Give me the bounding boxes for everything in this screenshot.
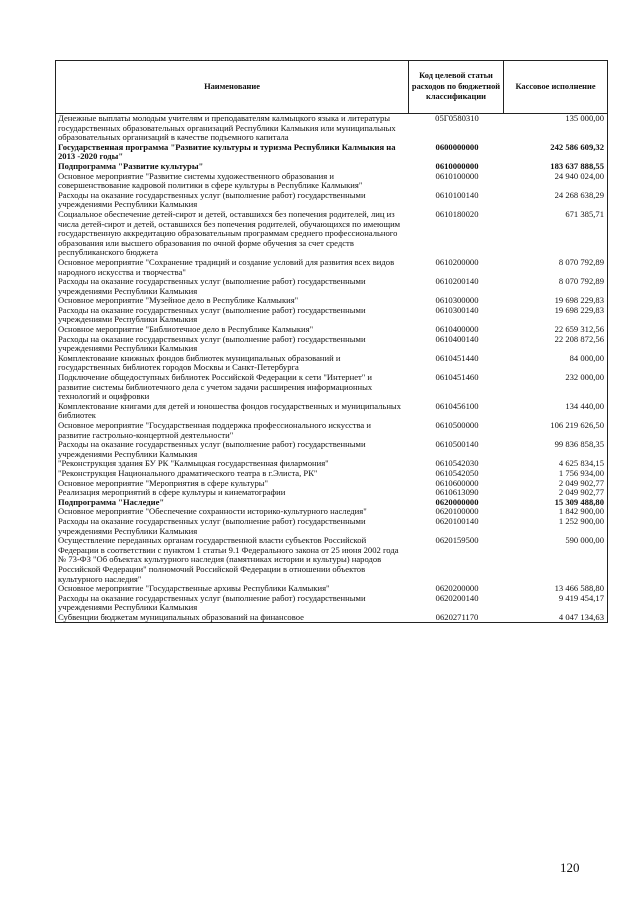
row-code: 0610200000	[435, 256, 479, 267]
row-name: "Реконструкция Национального драматического театра в г.Элиста, РК"	[56, 469, 409, 479]
table-row	[56, 210, 608, 258]
row-name: Подключение общедоступных библиотек Российской Федерации к сети "Интернет" и развитие системы библиотечного дела с учетом задачи расширения информационных технологий и оцифровки	[56, 373, 409, 402]
row-code: 0610180020	[435, 208, 479, 219]
row-name: Основное мероприятие "Развитие системы художественного образования и совершенствование кадровой политики в сфере культуры в Республике Калмыкия"	[56, 172, 409, 191]
row-code: 0610600000	[435, 477, 479, 488]
row-name: Осуществление переданных органам государственной власти субъектов Российской Федерации в соответствии с пунктом 1 статьи 9.1 Федерального закона от 25 июня 2002 года № 73-ФЗ "Об объектах культурного наследия (памятниках истории и культуры) народов Российской Федерации" полномочий Российской Федерации в отношении объектов культурного наследия"	[56, 536, 409, 584]
row-name: Подпрограмма "Наследие"	[56, 498, 409, 508]
row-name: Подпрограмма "Развитие культуры"	[56, 162, 409, 172]
row-amount: 134 440,00	[504, 402, 608, 421]
row-name: Расходы на оказание государственных услуг (выполнение работ) государственными учреждениями Республики Калмыкия	[56, 306, 409, 325]
row-code: 0620100000	[435, 506, 479, 517]
row-amount: 4 625 834,15	[504, 459, 608, 469]
table-header	[56, 61, 608, 114]
table-row	[56, 143, 608, 162]
row-amount: 242 586 609,32	[504, 143, 608, 162]
row-amount: 135 000,00	[504, 114, 608, 143]
table-row	[56, 335, 608, 354]
row-code: 0610300140	[435, 304, 479, 315]
row-amount: 8 070 792,89	[504, 277, 608, 296]
table-row	[56, 306, 608, 325]
header-amount: Кассовое исполнение	[504, 61, 608, 114]
row-amount: 84 000,00	[504, 354, 608, 373]
row-name: Основное мероприятие "Музейное дело в Республике Калмыкия"	[56, 296, 409, 306]
row-name: Расходы на оказание государственных услуг (выполнение работ) государственными учреждениями Республики Калмыкия	[56, 277, 409, 296]
row-code: 0620271170	[409, 613, 504, 623]
table-row	[56, 172, 608, 191]
row-code: 0610400000	[435, 324, 479, 335]
row-amount: 2 049 902,77	[504, 488, 608, 498]
row-amount: 19 698 229,83	[504, 296, 608, 306]
row-code: 0620100140	[435, 515, 479, 526]
row-amount: 590 000,00	[504, 536, 608, 584]
budget-table	[55, 60, 608, 623]
row-name: Основное мероприятие "Государственная поддержка профессионального искусства и развитие гастрольно-концертной деятельности"	[56, 421, 409, 440]
row-amount: 19 698 229,83	[504, 306, 608, 325]
table-row	[56, 536, 608, 584]
table-row	[56, 440, 608, 459]
row-name: Основное мероприятие "Обеспечение сохранности историко-культурного наследия"	[56, 507, 409, 517]
row-name: Основное мероприятие "Государственные архивы Республики Калмыкия"	[56, 584, 409, 594]
page-number: 120	[560, 860, 580, 875]
header-code: Код целевой статьи расходов по бюджетной классификации	[409, 61, 504, 114]
row-code: 0610451460	[435, 372, 479, 383]
row-code: 0610200140	[435, 276, 479, 287]
row-name: Денежные выплаты молодым учителям и преподавателям калмыцкого языка и литературы государственных образовательных организаций Республики Калмыкия или муниципальных образовательных организаций в качестве подъемного капитала	[56, 114, 409, 143]
table-row	[56, 277, 608, 296]
row-code: 0610000000	[435, 160, 479, 171]
row-code: 0620159500	[435, 535, 479, 546]
row-code: 0610613090	[435, 487, 479, 498]
row-name: "Реконструкция здания БУ РК "Калмыцкая государственная филармония"	[56, 459, 409, 469]
row-amount: 22 208 872,56	[504, 335, 608, 354]
row-name: Основное мероприятие "Библиотечное дело в Республике Калмыкия"	[56, 325, 409, 335]
row-name: Комплектование книгами для детей и юношества фондов государственных и муниципальных библиотек	[56, 402, 409, 421]
table-body	[56, 114, 608, 623]
row-amount: 671 385,71	[504, 210, 608, 258]
row-name: Расходы на оказание государственных услуг (выполнение работ) государственными учреждениями Республики Калмыкия	[56, 594, 409, 613]
table-row	[56, 421, 608, 440]
row-code: 0610542050	[435, 467, 479, 478]
row-code: 0610451440	[435, 352, 479, 363]
row-code: 0620000000	[435, 496, 479, 507]
row-name: Расходы на оказание государственных услуг (выполнение работ) государственными учреждениями Республики Калмыкия	[56, 191, 409, 210]
row-amount: 99 836 858,35	[504, 440, 608, 459]
table-row	[56, 402, 608, 421]
row-amount: 232 000,00	[504, 373, 608, 402]
row-amount: 24 268 638,29	[504, 191, 608, 210]
table-row	[56, 517, 608, 536]
row-code: 05Г0580310	[435, 113, 479, 123]
row-amount: 1 252 900,00	[504, 517, 608, 536]
row-amount: 4 047 134,63	[504, 613, 608, 623]
table-row	[56, 114, 608, 143]
row-amount: 8 070 792,89	[504, 258, 608, 277]
row-code: 0610400140	[435, 333, 479, 344]
row-amount: 22 659 312,56	[504, 325, 608, 335]
table-row	[56, 354, 608, 373]
row-name: Расходы на оказание государственных услуг (выполнение работ) государственными учреждениями Республики Калмыкия	[56, 517, 409, 536]
row-code: 0610542030	[435, 458, 479, 469]
row-code: 0610500000	[435, 420, 479, 430]
table-row	[56, 613, 608, 623]
row-name: Расходы на оказание государственных услуг (выполнение работ) государственными учреждениями Республики Калмыкия	[56, 440, 409, 459]
row-code: 0610300000	[435, 295, 479, 306]
row-code: 0610100140	[435, 189, 479, 200]
row-name: Реализация мероприятий в сфере культуры и кинематографии	[56, 488, 409, 498]
table-row	[56, 258, 608, 277]
row-code: 0620200000	[435, 583, 479, 594]
row-code: 0610100000	[435, 170, 479, 181]
row-code: 0610500140	[435, 439, 479, 450]
row-amount: 15 309 488,80	[504, 498, 608, 508]
table-row	[56, 594, 608, 613]
row-code: 0600000000	[435, 141, 479, 152]
table-row	[56, 191, 608, 210]
row-code: 0620200140	[435, 592, 479, 603]
row-name: Государственная программа "Развитие культуры и туризма Республики Калмыкия на 2013 -2020 годы"	[56, 143, 409, 162]
row-amount: 183 637 888,55	[504, 162, 608, 172]
row-code: 0610456100	[435, 400, 479, 411]
row-amount: 106 219 626,50	[504, 421, 608, 440]
row-name: Социальное обеспечение детей-сирот и детей, оставшихся без попечения родителей, лиц из числа детей-сирот и детей, оставшихся без попечения родителей, обучающихся по имеющим государственную аккредитацию образовательным программам среднего профессионального образования или высшего образования по очной форме обучения за счет средств республиканского бюджета	[56, 210, 409, 258]
table-row	[56, 373, 608, 402]
row-amount: 13 466 588,80	[504, 584, 608, 594]
row-amount: 2 049 902,77	[504, 479, 608, 489]
row-amount: 1 756 934,00	[504, 469, 608, 479]
row-amount: 9 419 454,17	[504, 594, 608, 613]
row-name: Основное мероприятие "Мероприятия в сфере культуры"	[56, 479, 409, 489]
row-name: Комплектование книжных фондов библиотек муниципальных образований и государственных библиотек городов Москвы и Санкт-Петербурга	[56, 354, 409, 373]
row-amount: 24 940 024,00	[504, 172, 608, 191]
row-amount: 1 842 900,00	[504, 507, 608, 517]
row-name: Основное мероприятие "Сохранение традиций и создание условий для развития всех видов народного искусства и творчества"	[56, 258, 409, 277]
row-name: Субвенции бюджетам муниципальных образований на финансовое	[56, 613, 409, 623]
row-name: Расходы на оказание государственных услуг (выполнение работ) государственными учреждениями Республики Калмыкия	[56, 335, 409, 354]
header-name: Наименование	[56, 61, 409, 114]
